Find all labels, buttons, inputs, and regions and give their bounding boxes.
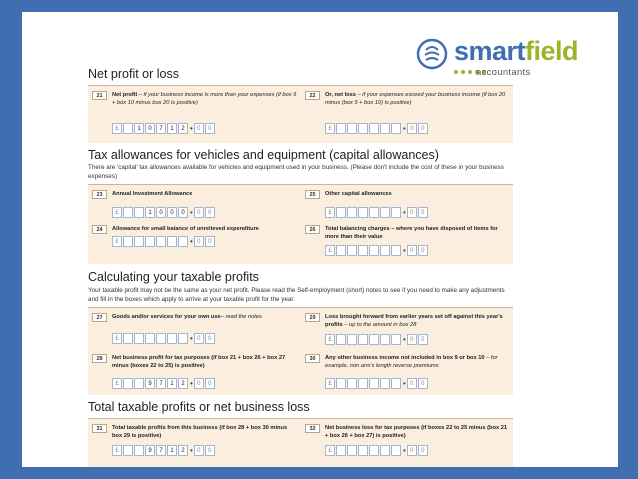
box-number: 31 [92,424,107,433]
digit-box[interactable] [369,207,379,218]
field-label: Total taxable profits from this business (if box 28 + box 30 minus box 29 is positive) [112,425,288,439]
pence-box[interactable]: 0 [205,333,215,344]
slide [22,12,618,467]
amount-input[interactable] [112,207,216,218]
digit-box[interactable] [178,333,188,344]
digit-box[interactable]: 7 [156,445,166,456]
box-number: 30 [305,354,320,363]
currency-box: £ [325,245,335,256]
digit-box[interactable]: 2 [178,123,188,134]
decimal-point: • [190,207,193,217]
decimal-point: • [190,333,193,343]
digit-box[interactable]: 2 [178,445,188,456]
form-section [88,184,513,264]
pence-box[interactable]: 0 [194,333,204,344]
pence-box[interactable]: 0 [205,445,215,456]
field-label: Other capital allowances [325,191,392,197]
digit-box[interactable] [123,123,133,134]
form-field-box-28 [92,354,297,390]
section-note: Your taxable profit may not be the same as your net profit. Please read the Self-employment (short) notes to see if you need to make any adjustments and fill in the boxes which apply to arrive at your taxable profit for the year. [88,287,505,303]
digit-box[interactable]: 0 [178,207,188,218]
pence-box[interactable]: 0 [194,207,204,218]
pence-box[interactable]: 0 [194,123,204,134]
digit-box[interactable] [167,236,177,247]
field-label: Any other business income not included in box 9 or box 10 – for example, non arm's length reverse premiums [325,355,498,369]
decimal-point: • [403,207,406,217]
digit-box[interactable] [134,378,144,389]
currency-box: £ [112,445,122,456]
digit-box[interactable] [145,333,155,344]
digit-box[interactable] [380,378,390,389]
amount-input[interactable] [325,445,429,456]
currency-box: £ [325,445,335,456]
digit-box[interactable] [336,378,346,389]
currency-box: £ [325,123,335,134]
decimal-point: • [403,378,406,388]
digit-box[interactable] [380,207,390,218]
form-field-box-31 [92,424,297,457]
digit-box[interactable] [123,445,133,456]
digit-box[interactable] [347,334,357,345]
decimal-point: • [190,236,193,246]
digit-box[interactable]: 1 [167,378,177,389]
form-field-box-32 [305,424,510,457]
digit-box[interactable] [347,207,357,218]
field-label: Annual Investment Allowance [112,191,193,197]
pence-box[interactable]: 0 [407,207,417,218]
section-heading: Net profit or loss [88,67,180,81]
section-heading: Tax allowances for vehicles and equipment (capital allowances) [88,148,439,162]
digit-box[interactable]: 1 [145,207,155,218]
digit-box[interactable] [358,378,368,389]
digit-box[interactable] [336,245,346,256]
digit-box[interactable] [380,334,390,345]
pence-box[interactable]: 0 [418,207,428,218]
pence-box[interactable]: 0 [418,378,428,389]
digit-box[interactable] [134,445,144,456]
pence-box[interactable]: 0 [205,378,215,389]
field-label: Goods and/or services for your own use– read the notes [112,314,262,320]
field-label: Loss brought forward from earlier years set off against this year's profits – up to the amount in box 28 [325,314,503,328]
box-number: 24 [92,225,107,234]
pence-box[interactable]: 0 [205,236,215,247]
pence-box[interactable]: 0 [407,245,417,256]
box-number: 21 [92,91,107,100]
digit-box[interactable] [123,207,133,218]
box-number: 28 [92,354,107,363]
digit-box[interactable]: 9 [145,378,155,389]
digit-box[interactable]: 9 [145,445,155,456]
amount-input[interactable] [325,334,429,345]
digit-box[interactable] [391,378,401,389]
pence-box[interactable]: 0 [205,123,215,134]
digit-box[interactable] [134,207,144,218]
digit-box[interactable] [380,245,390,256]
digit-box[interactable] [347,123,357,134]
box-number: 27 [92,313,107,322]
digit-box[interactable] [380,123,390,134]
digit-box[interactable] [156,236,166,247]
form-field-box-23 [92,190,297,219]
pence-box[interactable]: 0 [418,445,428,456]
form-section [88,85,513,143]
box-number: 25 [305,190,320,199]
digit-box[interactable] [167,333,177,344]
field-label: Or, net loss – if your expenses exceed your business income (if box 20 minus (box 9 + box 10) is positive) [325,92,506,106]
currency-box: £ [112,378,122,389]
digit-box[interactable] [347,445,357,456]
digit-box[interactable] [358,245,368,256]
amount-input[interactable] [325,123,429,134]
digit-box[interactable] [369,334,379,345]
section-heading: Total taxable profits or net business loss [88,400,310,414]
field-label: Total balancing charges – where you have disposed of items for more than their value [325,226,498,240]
pence-box[interactable]: 0 [418,123,428,134]
pence-box[interactable]: 0 [418,245,428,256]
decimal-point: • [403,123,406,133]
digit-box[interactable] [391,334,401,345]
currency-box: £ [325,207,335,218]
form-field-box-21 [92,91,297,135]
digit-box[interactable]: 1 [167,445,177,456]
digit-box[interactable] [336,123,346,134]
field-label: Net business loss for tax purposes (if boxes 22 to 25 minus (box 21 + box 26 + box 27) is positive) [325,425,508,439]
digit-box[interactable] [391,445,401,456]
decimal-point: • [403,445,406,455]
pence-box[interactable]: 0 [418,334,428,345]
digit-box[interactable] [123,378,133,389]
decimal-point: • [190,378,193,388]
digit-box[interactable] [178,236,188,247]
digit-box[interactable] [134,333,144,344]
amount-input[interactable] [325,378,429,389]
digit-box[interactable] [358,207,368,218]
decimal-point: • [190,123,193,133]
digit-box[interactable] [336,445,346,456]
form-field-box-26 [305,225,510,257]
form-section [88,418,513,467]
digit-box[interactable]: 0 [167,207,177,218]
digit-box[interactable] [369,378,379,389]
digit-box[interactable] [336,207,346,218]
digit-box[interactable] [156,333,166,344]
form-field-box-22 [305,91,510,135]
digit-box[interactable] [391,123,401,134]
pence-box[interactable]: 0 [407,445,417,456]
digit-box[interactable] [358,123,368,134]
amount-input[interactable] [325,245,429,256]
currency-box: £ [112,333,122,344]
pence-box[interactable]: 0 [194,445,204,456]
digit-box[interactable] [145,236,155,247]
field-label: Net business profit for tax purposes (if box 21 + box 26 + box 27 minus (boxes 22 to 25) is positive) [112,355,286,369]
amount-input[interactable] [112,378,216,389]
digit-box[interactable] [380,445,390,456]
brand-name: smartfield [454,36,579,66]
box-number: 22 [305,91,320,100]
currency-box: £ [325,334,335,345]
digit-box[interactable]: 2 [178,378,188,389]
digit-box[interactable] [369,245,379,256]
section-note: There are 'capital' tax allowances available for vehicles and equipment used in your business. (Please don't include the cost of these in your business expenses) [88,164,504,180]
digit-box[interactable] [123,333,133,344]
pence-box[interactable]: 0 [407,334,417,345]
pence-box[interactable]: 0 [194,236,204,247]
brand-tagline: accountants [476,67,531,78]
field-label: Allowance for small balance of unrelieved expenditure [112,226,259,232]
decimal-point: • [403,334,406,344]
pence-box[interactable]: 0 [407,378,417,389]
digit-box[interactable] [358,334,368,345]
brain-icon [416,38,448,70]
digit-box[interactable] [369,123,379,134]
digit-box[interactable] [358,445,368,456]
digit-box[interactable]: 1 [134,123,144,134]
pence-box[interactable]: 0 [407,123,417,134]
section-heading: Calculating your taxable profits [88,270,259,284]
digit-box[interactable] [336,334,346,345]
digit-box[interactable]: 0 [156,207,166,218]
digit-box[interactable]: 7 [156,123,166,134]
box-number: 26 [305,225,320,234]
digit-box[interactable] [391,207,401,218]
pence-box[interactable]: 0 [194,378,204,389]
box-number: 32 [305,424,320,433]
digit-box[interactable] [369,445,379,456]
currency-box: £ [112,207,122,218]
currency-box: £ [112,123,122,134]
amount-input[interactable] [112,445,216,456]
digit-box[interactable]: 1 [167,123,177,134]
form-field-box-29 [305,313,510,346]
pence-box[interactable]: 0 [205,207,215,218]
amount-input[interactable] [112,123,216,134]
form-section [88,307,513,395]
form-field-box-27 [92,313,297,345]
digit-box[interactable] [123,236,133,247]
form-field-box-30 [305,354,510,390]
field-label: Net profit – if your business income is more than your expenses (if box 9 + box 10 minus box 20 is positive) [112,92,297,106]
decimal-point: • [403,245,406,255]
form-field-box-24 [92,225,297,248]
form-field-box-25 [305,190,510,219]
digit-box[interactable] [134,236,144,247]
decimal-point: • [190,445,193,455]
digit-box[interactable]: 7 [156,378,166,389]
digit-box[interactable]: 0 [145,123,155,134]
amount-input[interactable] [112,333,216,344]
digit-box[interactable] [347,378,357,389]
digit-box[interactable] [391,245,401,256]
box-number: 23 [92,190,107,199]
smartfield-logo [416,34,596,84]
digit-box[interactable] [347,245,357,256]
amount-input[interactable] [325,207,429,218]
currency-box: £ [325,378,335,389]
amount-input[interactable] [112,236,216,247]
box-number: 29 [305,313,320,322]
currency-box: £ [112,236,122,247]
